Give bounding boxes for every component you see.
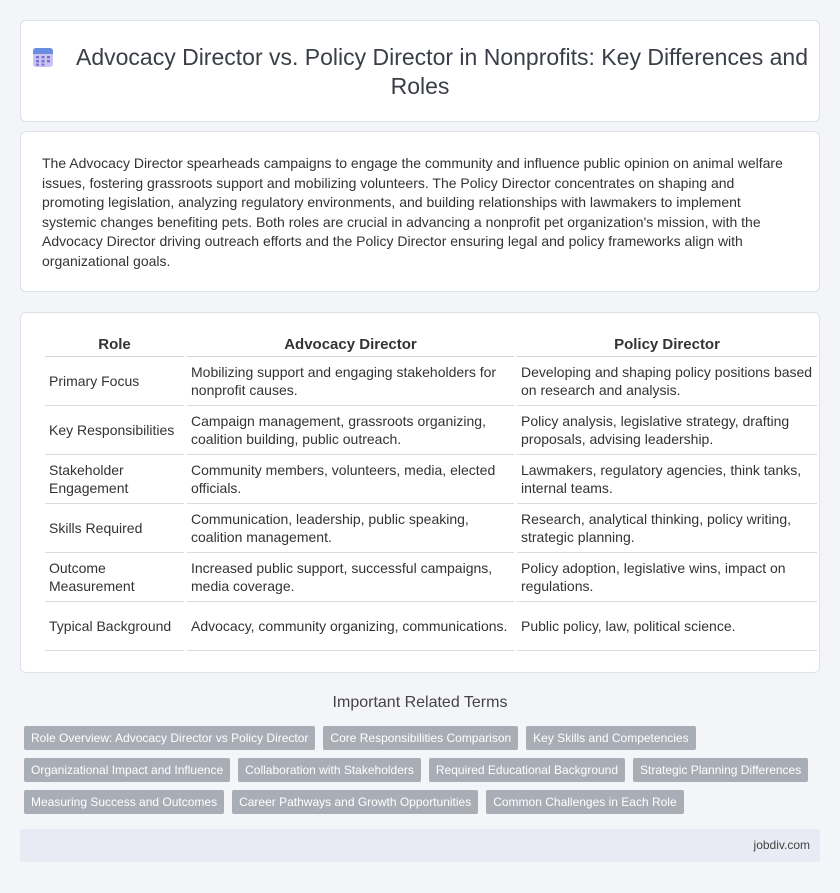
policy-cell: Policy analysis, legislative strategy, drafting proposals, advising leadership. (517, 406, 817, 455)
policy-cell: Policy adoption, legislative wins, impact on regulations. (517, 553, 817, 602)
advocacy-cell: Community members, volunteers, media, elected officials. (187, 455, 514, 504)
table-row (45, 357, 817, 406)
table-header-row (45, 333, 817, 357)
table-row (45, 455, 817, 504)
related-term-tag[interactable]: Core Responsibilities Comparison (323, 726, 518, 750)
title-text: Advocacy Director vs. Policy Director in Nonprofits: Key Differences and Roles (75, 44, 809, 99)
page-title (21, 43, 819, 101)
footer-bar (20, 829, 820, 862)
related-term-tag[interactable]: Career Pathways and Growth Opportunities (232, 790, 478, 814)
calendar-icon (32, 46, 54, 68)
related-term-tag[interactable]: Organizational Impact and Influence (24, 758, 230, 782)
table-row (45, 553, 817, 602)
policy-cell: Developing and shaping policy positions based on research and analysis. (517, 357, 817, 406)
advocacy-cell: Mobilizing support and engaging stakeholders for nonprofit causes. (187, 357, 514, 406)
table-row (45, 406, 817, 455)
comparison-table (42, 333, 820, 651)
advocacy-cell: Advocacy, community organizing, communications. (187, 602, 514, 651)
related-term-tag[interactable]: Common Challenges in Each Role (486, 790, 683, 814)
title-card (20, 20, 820, 122)
related-terms-tags (24, 726, 820, 822)
tag-row (24, 758, 820, 782)
related-term-tag[interactable]: Required Educational Background (429, 758, 625, 782)
row-label: Primary Focus (45, 357, 184, 406)
row-label: Typical Background (45, 602, 184, 651)
advocacy-cell: Campaign management, grassroots organizing, coalition building, public outreach. (187, 406, 514, 455)
policy-cell: Public policy, law, political science. (517, 602, 817, 651)
row-label: Skills Required (45, 504, 184, 553)
header-policy-director: Policy Director (517, 333, 817, 357)
related-term-tag[interactable]: Role Overview: Advocacy Director vs Policy Director (24, 726, 315, 750)
row-label: Outcome Measurement (45, 553, 184, 602)
related-term-tag[interactable]: Collaboration with Stakeholders (238, 758, 421, 782)
intro-paragraph: The Advocacy Director spearheads campaigns to engage the community and influence public opinion on animal welfare issues, fostering grassroots support and mobilizing volunteers. The Policy Director concentrates on shaping and promoting legislation, analyzing regulatory environments, and building relationships with lawmakers to implement systemic changes benefiting pets. Both roles are crucial in advancing a nonprofit pet organization's mission, with the Advocacy Director driving outreach efforts and the Policy Director ensuring legal and policy frameworks align with organizational goals. (42, 155, 783, 269)
header-advocacy-director: Advocacy Director (187, 333, 514, 357)
comparison-table-card (20, 312, 820, 673)
row-label: Key Responsibilities (45, 406, 184, 455)
related-term-tag[interactable]: Key Skills and Competencies (526, 726, 695, 750)
footer-site-link[interactable]: jobdiv.com (753, 838, 810, 852)
table-row (45, 504, 817, 553)
related-terms-title: Important Related Terms (332, 694, 508, 711)
policy-cell: Lawmakers, regulatory agencies, think tanks, internal teams. (517, 455, 817, 504)
intro-card (20, 131, 820, 292)
advocacy-cell: Increased public support, successful campaigns, media coverage. (187, 553, 514, 602)
row-label: Stakeholder Engagement (45, 455, 184, 504)
header-role: Role (45, 333, 184, 357)
tag-row (24, 790, 820, 814)
advocacy-cell: Communication, leadership, public speaking, coalition management. (187, 504, 514, 553)
tag-row (24, 726, 820, 750)
related-term-tag[interactable]: Strategic Planning Differences (633, 758, 808, 782)
related-term-tag[interactable]: Measuring Success and Outcomes (24, 790, 224, 814)
table-row (45, 602, 817, 651)
policy-cell: Research, analytical thinking, policy writing, strategic planning. (517, 504, 817, 553)
